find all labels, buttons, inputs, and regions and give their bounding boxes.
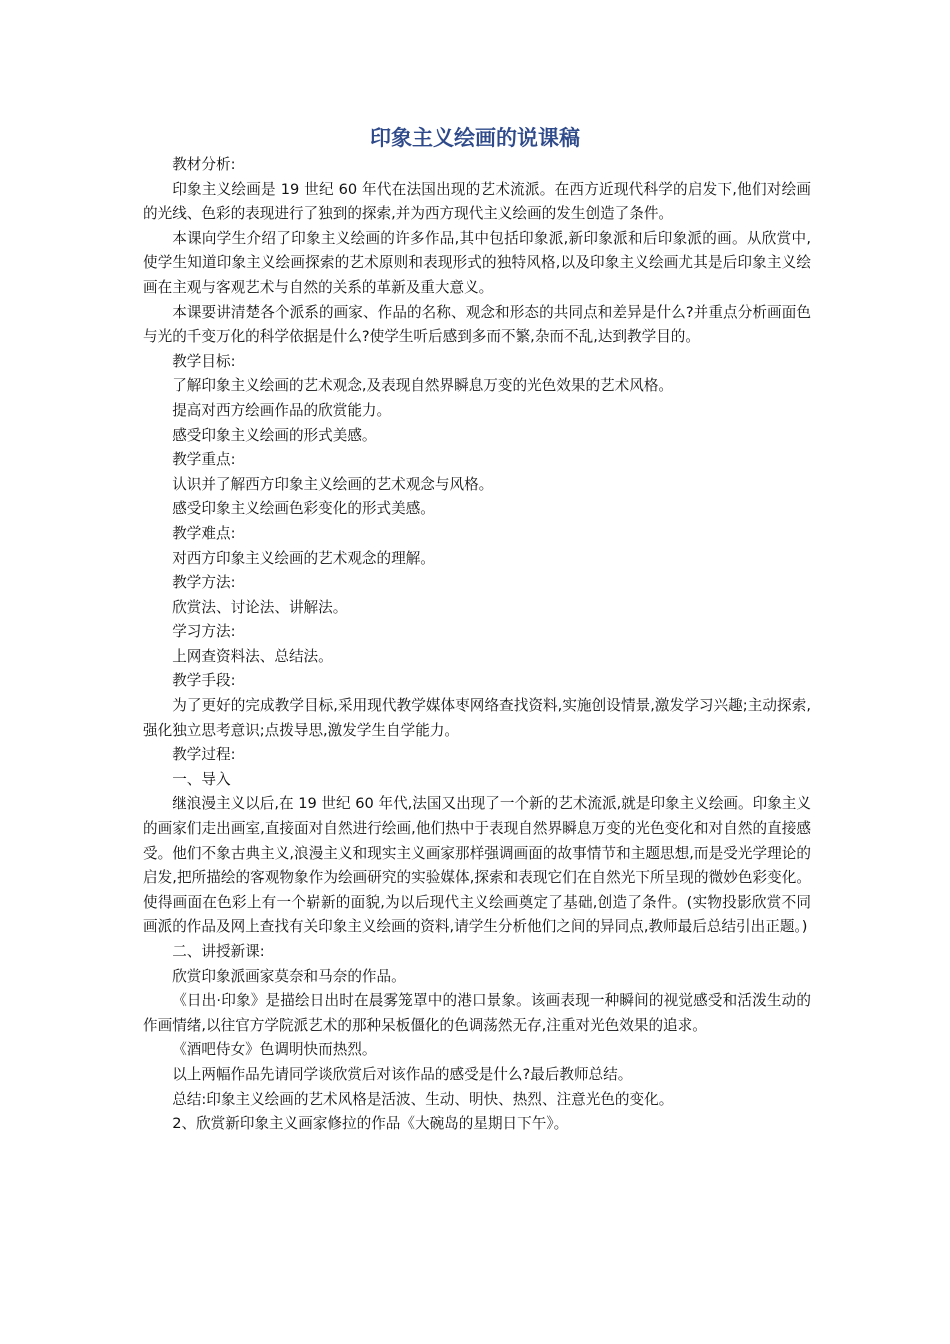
paragraph: 继浪漫主义以后,在 19 世纪 60 年代,法国又出现了一个新的艺术流派,就是印象主义绘画。印象主义的画家们走出画室,直接面对自然进行绘画,他们热中于表现自然界瞬息万变的光色变化和对自然的直接感受。他们不象古典主义,浪漫主义和现实主义画家那样强调画面的故事情节和主题思想,而是受光学理论的启发,把所描绘的客观物象作为绘画研究的实验媒体,探索和表现它们在自然光下所呈现的微妙色彩变化。使得画面在色彩上有一个崭新的面貌,为以后现代主义绘画奠定了基础,创造了条件。(实物投影欣赏不同画派的作品及网上查找有关印象主义绘画的资料,请学生分析他们之间的异同点,教师最后总结引出正题。) (143, 795, 811, 936)
paragraph: 以上两幅作品先请同学谈欣赏后对该作品的感受是什么?最后教师总结。 (172, 1065, 633, 1083)
paragraph: 欣赏印象派画家莫奈和马奈的作品。 (172, 967, 406, 985)
paragraph: 感受印象主义绘画色彩变化的形式美感。 (172, 500, 435, 518)
document-body (143, 153, 811, 1137)
paragraph: 教学难点: (172, 524, 236, 542)
paragraph: 教学手段: (172, 672, 236, 690)
paragraph: 印象主义绘画是 19 世纪 60 年代在法国出现的艺术流派。在西方近现代科学的启发下,他们对绘画的光线、色彩的表现进行了独到的探索,并为西方现代主义绘画的发生创造了条件。 (143, 180, 811, 223)
paragraph: 教学过程: (172, 746, 236, 764)
paragraph: 《日出·印象》是描绘日出时在晨雾笼罩中的港口景象。该画表现一种瞬间的视觉感受和活泼生动的作画情绪,以往官方学院派艺术的那种呆板僵化的色调荡然无存,注重对光色效果的追求。 (143, 992, 811, 1034)
paragraph: 了解印象主义绘画的艺术观念,及表现自然界瞬息万变的光色效果的艺术风格。 (172, 377, 674, 395)
paragraph: 教学重点: (172, 451, 236, 469)
paragraph: 对西方印象主义绘画的艺术观念的理解。 (172, 549, 435, 567)
paragraph: 2、欣赏新印象主义画家修拉的作品《大碗岛的星期日下午》。 (172, 1115, 569, 1133)
paragraph: 学习方法: (172, 623, 236, 641)
paragraph: 教材分析: (172, 156, 236, 173)
document-title: 印象主义绘画的说课稿 (370, 126, 580, 150)
paragraph: 本课要讲清楚各个派系的画家、作品的名称、观念和形态的共同点和差异是什么?并重点分析画面色与光的千变万化的科学依据是什么?使学生听后感到多而不繁,杂而不乱,达到教学目的。 (143, 303, 811, 346)
paragraph: 欣赏法、讨论法、讲解法。 (172, 598, 348, 616)
paragraph: 教学目标: (172, 352, 236, 370)
paragraph: 一、导入 (172, 770, 231, 788)
paragraph: 本课向学生介绍了印象主义绘画的许多作品,其中包括印象派,新印象派和后印象派的画。从欣赏中,使学生知道印象主义绘画探索的艺术原则和表现形式的独特风格,以及印象主义绘画尤其是后印象主义绘画在主观与客观艺术与自然的关系的革新及重大意义。 (143, 229, 811, 296)
paragraph: 提高对西方绘画作品的欣赏能力。 (172, 401, 392, 419)
paragraph: 为了更好的完成教学目标,采用现代教学媒体枣网络查找资料,实施创设情景,激发学习兴趣;主动探索,强化独立思考意识;点拨导思,激发学生自学能力。 (143, 697, 811, 739)
paragraph: 总结:印象主义绘画的艺术风格是活波、生动、明快、热烈、注意光色的变化。 (172, 1090, 674, 1108)
paragraph: 教学方法: (172, 574, 236, 592)
paragraph: 认识并了解西方印象主义绘画的艺术观念与风格。 (172, 475, 494, 493)
paragraph: 二、讲授新课: (172, 943, 265, 960)
paragraph: 《酒吧侍女》色调明快而热烈。 (172, 1041, 377, 1059)
paragraph: 上网查资料法、总结法。 (172, 647, 333, 665)
paragraph: 感受印象主义绘画的形式美感。 (172, 426, 377, 444)
